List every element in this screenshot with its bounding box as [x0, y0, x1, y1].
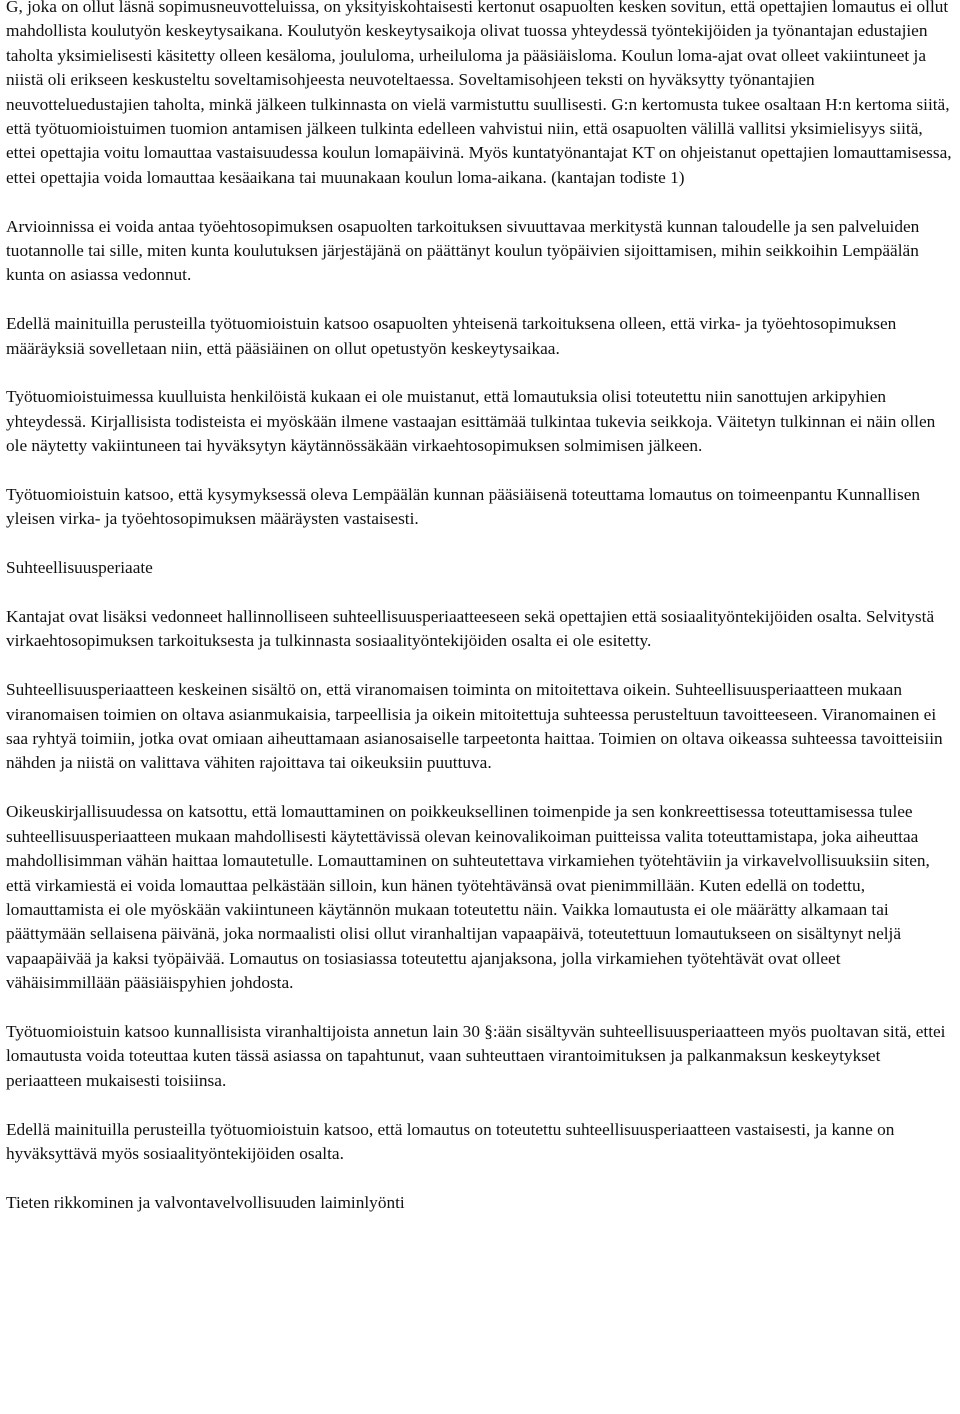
paragraph-oikeuskirjallisuus: Oikeuskirjallisuudessa on katsottu, että lomauttaminen on poikkeuksellinen toimenpide ja sen konkreettisessa toteuttamisessa tulee suhteellisuusperiaatteen mukaan mahdollisesti käytettävissä olevan keinovalikoiman puitteissa valita toteuttamistapa, joka aiheuttaa mahdollisimman vähän haittaa lomautetulle. Lomauttaminen on suhteutettava virkamiehen työtehtäviin ja virkavelvollisuuksiin siten, että virkamiestä ei voida lomauttaa pelkästään silloin, kun hänen työtehtävänsä ovat pienimmillään. Kuten edellä on todettu, lomauttamista ei ole myöskään vakiintuneen käytännön mukaan toteutettu näin. Vaikka lomautusta ei ole määrätty alkamaan tai päättymään sellaisena päivänä, joka normaalisti olisi ollut viranhaltijan vapaapäivä, toteutettuun lomautukseen on sisältynyt neljä vapaapäivää ja kaksi työpäivää. Lomautus on tosiasiassa toteutettu ajanjaksona, jolla virkamiehen työtehtävät ovat olleet vähäisimmillään pääsiäispyhien johdosta. [6, 802, 930, 993]
paragraph-kantajat-vedonneet: Kantajat ovat lisäksi vedonneet hallinnolliseen suhteellisuusperiaatteeseen sekä opettajien että sosiaalityöntekijöiden osalta. Selvitystä virkaehtosopimuksen tarkoituksesta ja tulkinnasta sosiaalityöntekijöiden osalta ei ole esitetty. [6, 607, 935, 651]
paragraph-tulkinta-kertomus: G, joka on ollut läsnä sopimusneuvotteluissa, on yksityiskohtaisesti kertonut osapuolten kesken sovitun, että opettajien lomautus ei ollut mahdollista koulutyön keskeytysaikana. Koulutyön keskeytysaikoja olivat tuossa yhteydessä työntekijöiden ja työnantajan edustajien taholta yksimielisesti käsitetty olleen kesäloma, joululoma, urheiluloma ja pääsiäisloma. Koulun loma-ajat ovat olleet vakiintuneet ja niistä oli erikseen keskusteltu soveltamisohjeesta neuvoteltaessa. Soveltamisohjeen teksti on hyväksytty työnantajien neuvotteluedustajien taholta, minkä jälkeen tulkinnasta on vielä varmistuttu suullisesti. G:n kertomusta tukee osaltaan H:n kertoma siitä, että työtuomioistuimen tuomion antamisen jälkeen tulkinta edelleen vahvistui niin, että osapuolten välillä vallitsi yksimielisyys siitä, ettei opettajia voitu lomauttaa vastaisuudessa koulun lomapäivinä. Myös kuntatyönantajat KT on ohjeistanut opettajien lomauttamisessa, ettei opettajia voida lomauttaa kesäaikana tai muunakaan koulun loma-aikana. (kantajan todiste 1) [6, 0, 952, 187]
paragraph-yhteinen-tarkoitus: Edellä mainituilla perusteilla työtuomioistuin katsoo osapuolten yhteisenä tarkoituksena olleen, että virka- ja työehtosopimuksen määräyksiä sovelletaan niin, että pääsiäinen on ollut opetustyön keskeytysaikaa. [6, 314, 897, 358]
paragraph-arviointi: Arvioinnissa ei voida antaa työehtosopimuksen osapuolten tarkoituksen sivuuttavaa merkitystä kunnan taloudelle ja sen palveluiden tuotannolle tai sille, miten kunta koulutuksen järjestäjänä on päättänyt koulun työpäivien sijoittamisen, mihin seikkoihin Lempäälän kunta on asiassa vedonnut. [6, 216, 920, 285]
paragraph-johtopaatos-lomautus: Työtuomioistuin katsoo, että kysymyksessä oleva Lempäälän kunnan pääsiäisenä toteuttama lomautus on toimeenpantu Kunnallisen yleisen virka- ja työehtosopimuksen määräysten vastaisesti. [6, 485, 921, 529]
paragraph-arkipyhat: Työtuomioistuimessa kuulluista henkilöistä kukaan ei ole muistanut, että lomautuksia olisi toteutettu niin sanottujen arkipyhien yhteydessä. Kirjallisista todisteista ei myöskään ilmene vastaajan esittämää tulkintaa tukevia seikkoja. Väitetyn tulkinnan ei näin ollen ole näytetty vakiintuneen tai hyväksytyn käytännössäkään virkaehtosopimuksen solmimisen jälkeen. [6, 387, 936, 456]
paragraph-johtopaatos-sosiaalityontekijat: Edellä mainituilla perusteilla työtuomioistuin katsoo, että lomautus on toteutettu suhteellisuusperiaatteen vastaisesti, ja kanne on hyväksyttävä myös sosiaalityöntekijöiden osalta. [6, 1119, 895, 1163]
section-heading-tieten-rikkominen: Tieten rikkominen ja valvontavelvollisuuden laiminlyönti [6, 1192, 405, 1212]
paragraph-laki-30-pykala: Työtuomioistuin katsoo kunnallisista viranhaltijoista annetun lain 30 §:ään sisältyvän suhteellisuusperiaatteen myös puoltavan sitä, ettei lomautusta voida toteuttaa kuten tässä asiassa on tapahtunut, vaan suhteuttaen virantoimituksen ja palkanmaksun keskeytykset periaatteen mukaisesti toisiinsa. [6, 1021, 946, 1090]
paragraph-periaatteen-sisalto: Suhteellisuusperiaatteen keskeinen sisältö on, että viranomaisen toiminta on mitoitettava oikein. Suhteellisuusperiaatteen mukaan viranomaisen toimien on oltava asianmukaisia, tarpeellisia ja oikein mitoitettuja suhteessa perusteltuun tavoitteeseen. Viranomainen ei saa ryhtyä toimiin, jotka ovat omiaan aiheuttamaan asianosaiselle tarpeetonta haittaa. Toimien on oltava oikeassa suhteessa tavoitteisiin nähden ja niistä on valittava vähiten rajoittava tai oikeuksiin puuttuva. [6, 680, 943, 773]
section-heading-suhteellisuusperiaate: Suhteellisuusperiaate [6, 558, 153, 578]
